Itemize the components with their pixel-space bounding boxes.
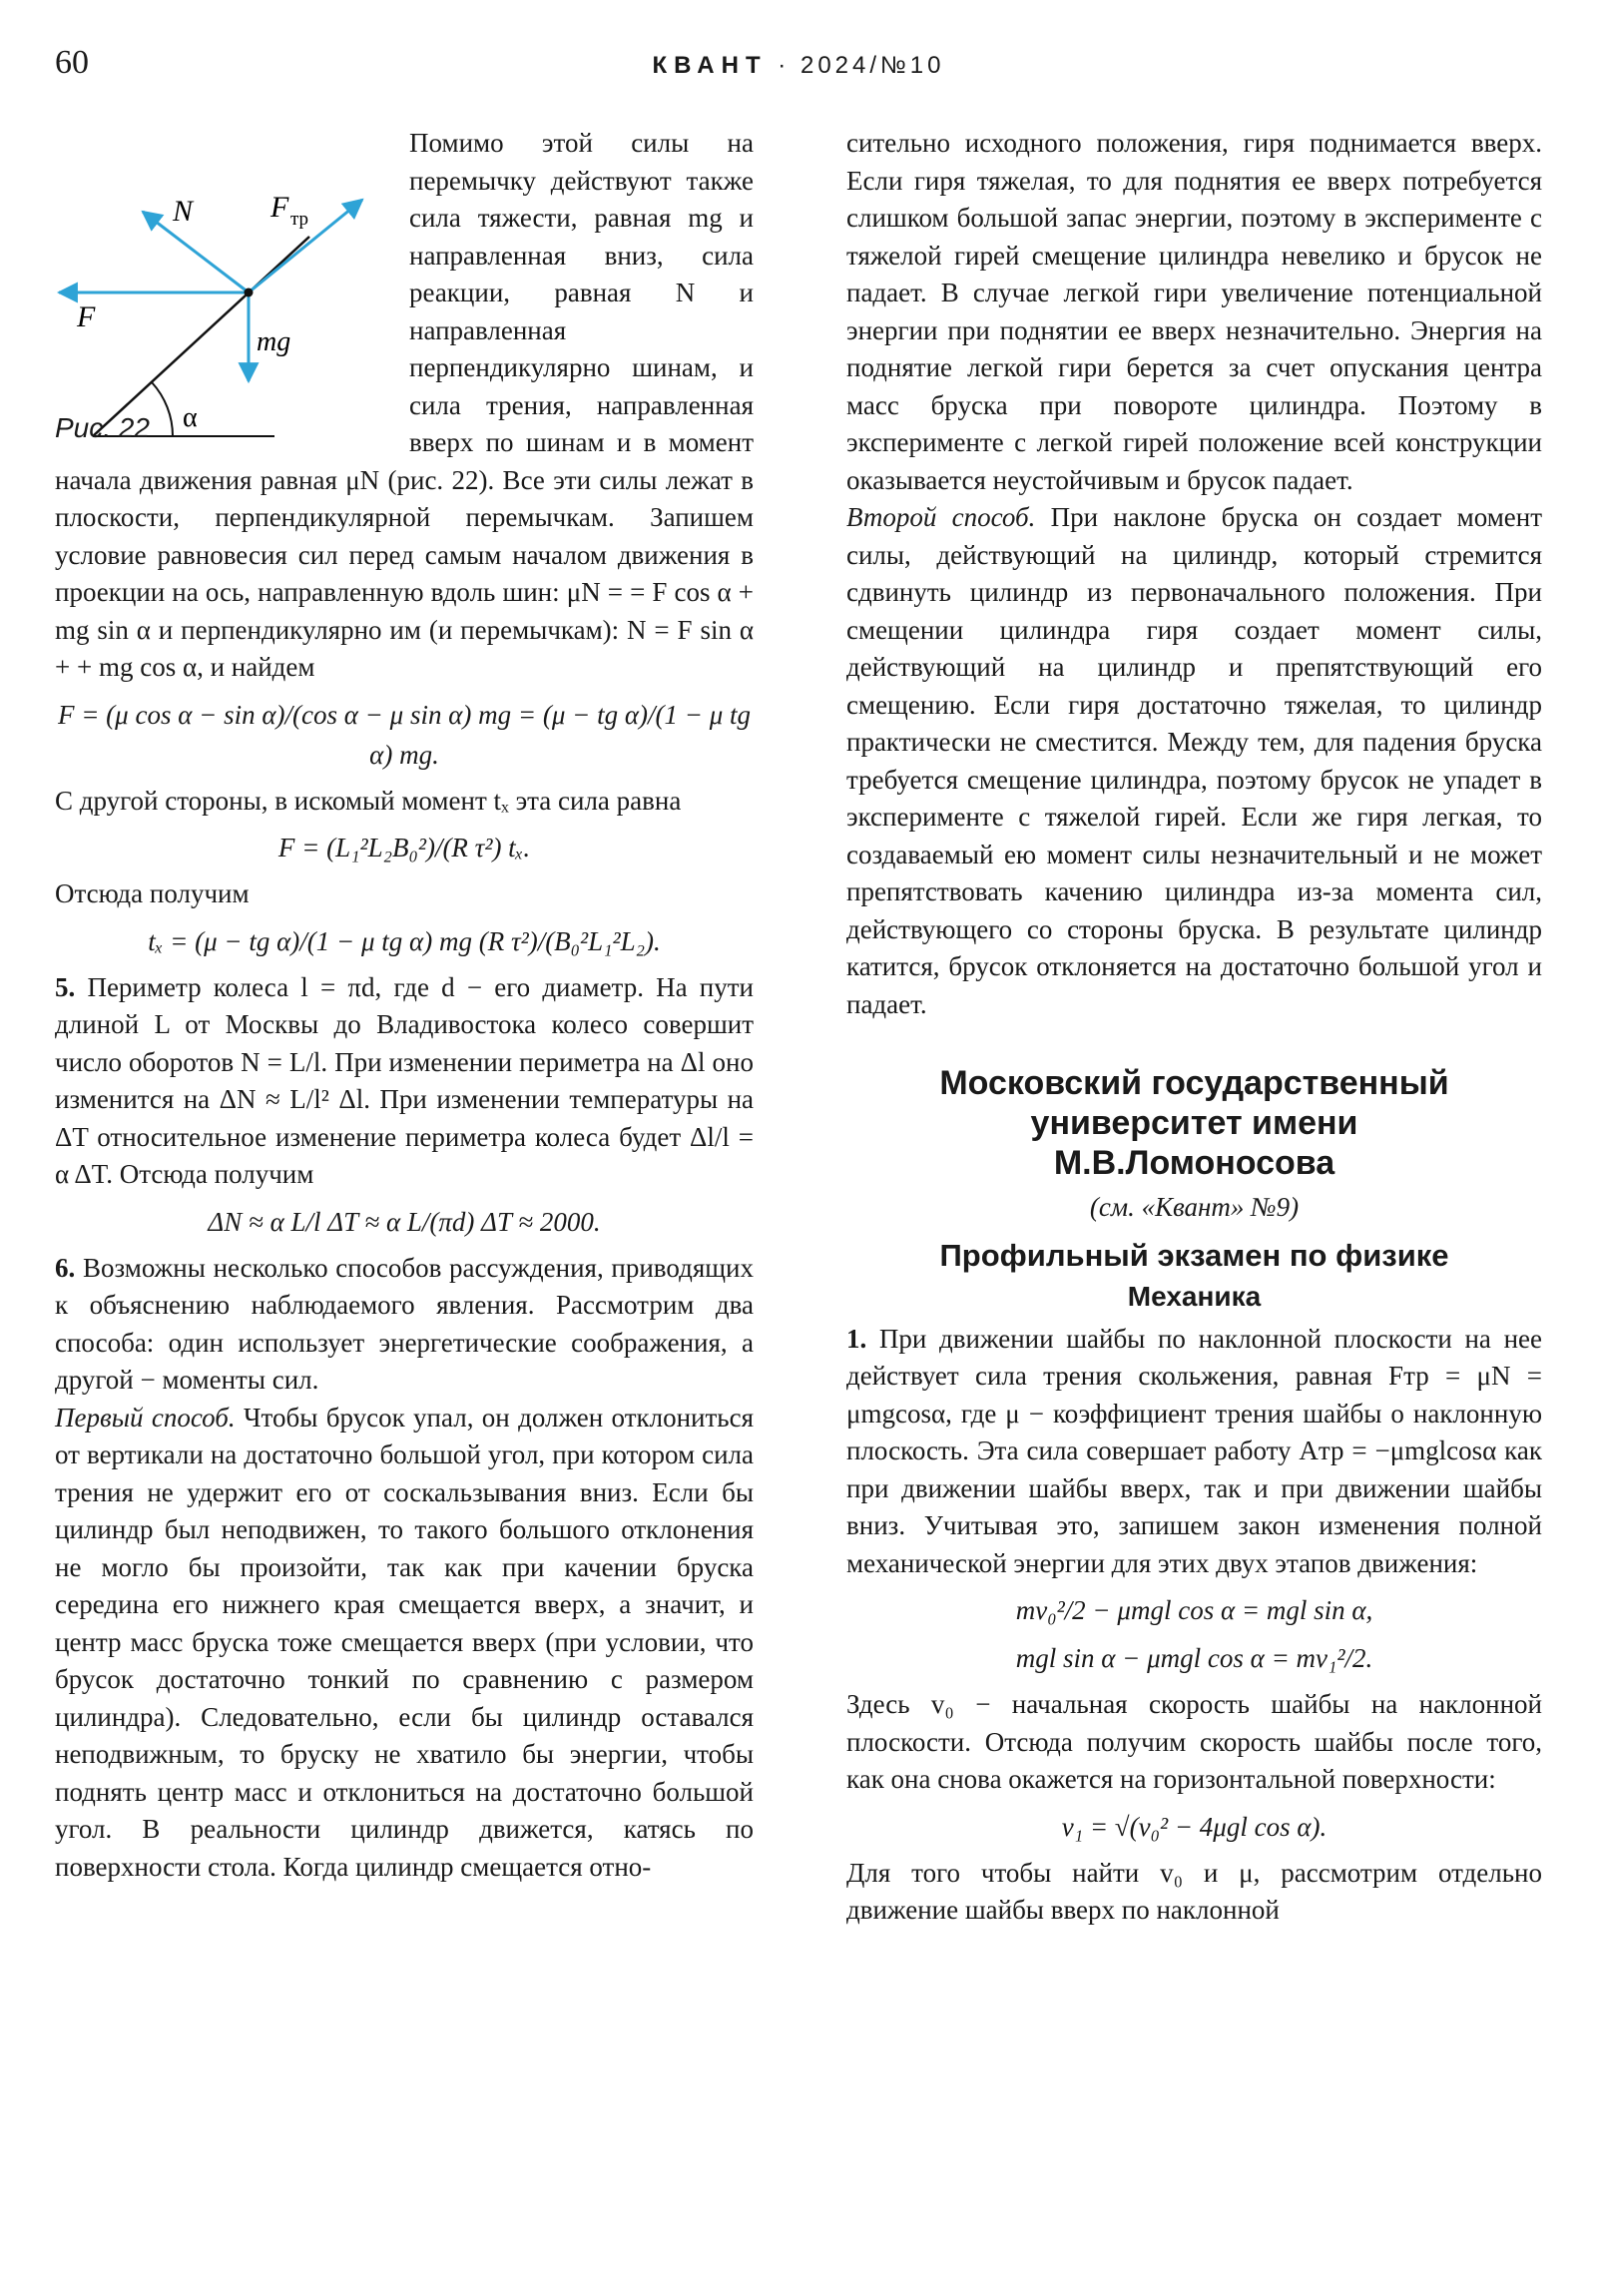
section-title [846,1063,1542,1183]
paragraph: При движении шайбы по наклонной плоскости на нее действует сила трения скольжения, равная Fтр = μN = μmgcosα, где μ − коэффициент трения шайбы о наклонную плоскость. Эта сила совершает работу Aтр = −μmglcosα как при движении шайбы вверх, так и при движении шайбы вниз. Учитывая это, запишем закон изменения полной механической энергии для этих двух этапов движения: [846,1323,1542,1578]
section-subheading: Механика [1127,1280,1262,1312]
problem-5 [55,969,754,1194]
paragraph: Здесь v₀ − начальная скорость шайбы на наклонной плоскости. Отсюда получим скорость шайбы после того, как она снова окажется на горизонтальной поверхности: [846,1689,1542,1794]
label-mg: mg [257,326,291,357]
section-title-line: университет имени [1030,1104,1358,1142]
problem-number: 1. [846,1323,867,1354]
problem-6 [55,1250,754,1400]
paragraph: Периметр колеса l = πd, где d − его диаметр. На пути длиной L от Москвы до Владивостока колесо совершит число оборотов N = L/l. При изменении периметра на Δl оно изменится на ΔN ≈ L/l² Δl. При изменении температуры на ΔT относительное изменение периметра колеса будет Δl/l = α ΔT. Отсюда получим [55,971,755,1189]
formula: mv₀²/2 − μmgl cos α = mgl sin α, [1015,1595,1373,1625]
formula: F = (μ cos α − sin α)/(cos α − μ sin α) mg = (μ − tg α)/(1 − μ tg α) mg. [57,699,752,770]
label-F: F [77,300,96,333]
paragraph: Отсюда получим [55,878,250,908]
method-label: Первый способ. [55,1402,236,1433]
formula: tₓ = (μ − tg α)/(1 − μ tg α) mg (R τ²)/(B₀²L₁²L₂). [148,925,661,956]
label-N: N [173,195,194,228]
section-subtitle: Профильный экзамен по физике [939,1237,1449,1273]
figure-caption: Рис. 22 [55,411,150,443]
method-label: Второй способ. [846,502,1036,532]
section-reference: (см. «Квант» №9) [1089,1192,1300,1222]
method-2 [846,499,1542,1023]
normal-force-arrow [143,212,249,292]
paragraph: При наклоне бруска он создает момент силы, действующий на цилиндр, который стремится сдвинуть цилиндр из первоначального положения. При смещении цилиндра гиря создает момент силы, действующий на цилиндр и препятствующий его смещению. Если гиря достаточно тяжелая, то цилиндр практически не сместится. Между тем, для падения бруска требуется смещение цилиндра, поэтому брусок не упадет в эксперименте с тяжелой гирей. Если же гиря легкая, то создаваемый ею момент силы незначительный и не может препятствовать качению цилиндра из-за момента сил, действующего со стороны бруска. В результате цилиндр катится, брусок отклоняется на достаточно большой угол и падает. [846,502,1543,1019]
force-diagram [55,125,399,446]
issue-number: 2024/№10 [799,52,945,79]
angle-arc [152,382,173,436]
paragraph: Для того чтобы найти v₀ и μ, рассмотрим отдельно движение шайбы вверх по наклонной [846,1857,1542,1925]
formula: F = (L₁²L₂B₀²)/(R τ²) tₓ. [277,833,531,862]
page-header [55,44,1542,94]
label-F-tr: F [270,191,289,224]
problem-1 [846,1321,1542,1583]
method-1 [55,1400,754,1887]
left-column [55,125,754,1886]
section-title-line: М.В.Ломоносова [1053,1144,1335,1182]
journal-name: КВАНТ [652,52,768,79]
header-separator: · [778,52,791,79]
paragraph: Помимо этой силы на перемычку действуют также сила тяжести, равная mg и направленная вниз, сила реакции, равная N и направленная перпендикулярно шинам, и сила трения, направленная вверх по шинам и в момент начала движения равная μN (рис. 22). Все эти силы лежат в плоскости, перпендикулярной перемычкам. Запишем условие равновесия сил перед самым началом движения в проекции на ось, направленную вдоль шин: μN = = F cos α + mg sin α и перпендикулярно им (и перемычкам): N = F sin α + + mg cos α, и найдем [55,128,754,682]
paragraph: Чтобы брусок упал, он должен отклониться от вертикали на достаточно большой угол, при котором сила трения не удержит его от соскальзывания вниз. Если бы цилиндр был неподвижен, то такого большого отклонения не могло бы произойти, так как при качении бруска середина его нижнего края смещается вверх, а значит, и центр масс бруска тоже смещается вверх (при условии, что брусок достаточно тонкий по сравнению с размером цилиндра). Следовательно, если бы цилиндр оставался неподвижным, то бруску не хватило бы энергии, чтобы поднять центр масс и отклониться на достаточно большой угол. В реальности цилиндр движется, катясь по поверхности стола. Когда цилиндр смещается отно- [55,1402,755,1882]
paragraph: С другой стороны, в искомый момент tₓ эта сила равна [55,785,682,816]
right-column [846,125,1542,1930]
label-alpha: α [183,402,198,433]
section-title-line: Московский государственный [939,1064,1449,1102]
formula: mgl sin α − μmgl cos α = mv₁²/2. [1015,1643,1373,1673]
paragraph: Возможны несколько способов рассуждения, приводящих к объяснению наблюдаемого явления. Рассмотрим два способа: один использует энергетические соображения, а другой − моменты сил. [55,1252,754,1395]
application-point [245,288,254,297]
formula: ΔN ≈ α L/l ΔT ≈ α L/(πd) ΔT ≈ 2000. [208,1206,601,1237]
journal-title [55,52,1542,80]
formula: v₁ = √(v₀² − 4μgl cos α). [1061,1811,1328,1842]
label-tr-subscript: тр [290,209,309,230]
paragraph: сительно исходного положения, гиря поднимается вверх. Если гиря тяжелая, то для поднятия ее вверх потребуется слишком большой запас энергии, поэтому в эксперименте с тяжелой гирей смещение цилиндра невелико и брусок не падает. В случае легкой гири увеличение потенциальной энергии при поднятии ее вверх незначительно. Энергия на поднятие легкой гири берется за счет опускания центра масс бруска при повороте цилиндра. Поэтому в эксперименте с легкой гирей положение всей конструкции оказывается неустойчивым и брусок падает. [846,128,1542,495]
problem-number: 6. [55,1252,76,1283]
figure-22 [55,125,399,446]
page-number: 60 [55,44,89,81]
problem-number: 5. [55,971,76,1002]
